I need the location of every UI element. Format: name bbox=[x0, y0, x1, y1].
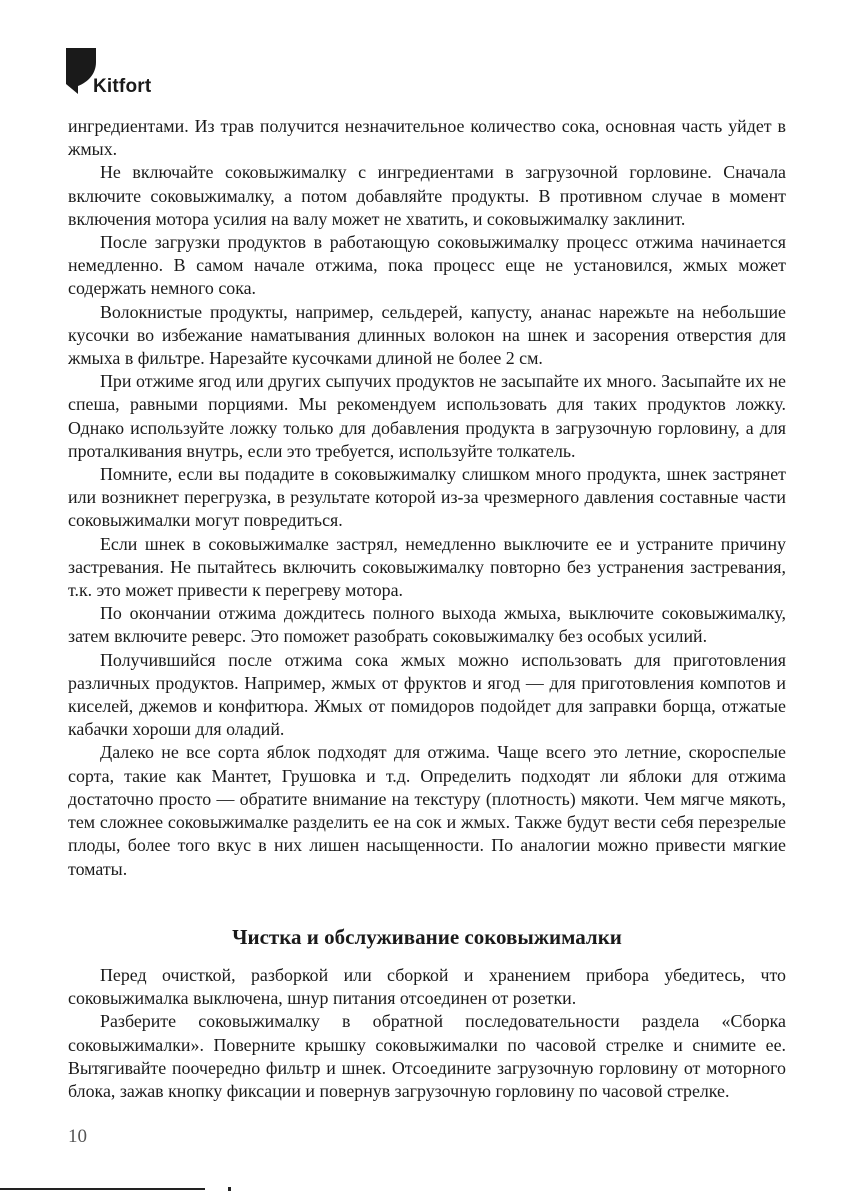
section-text bbox=[68, 964, 786, 1103]
paragraph: Получившийся после отжима сока жмых можно использовать для приготовления различных продуктов. Например, жмых от фруктов и ягод — для приготовления компотов и киселей, джемов и конфитюра. Жмых от помидоров подойдет для заправки борща, отжатые кабачки хороши для оладий. bbox=[68, 649, 786, 740]
paragraph: Не включайте соковыжималку с ингредиентами в загрузочной горловине. Сначала включите соковыжималку, а потом добавляйте продукты. В противном случае в момент включения мотора усилия на валу может не хватить, и соковыжималку заклинит. bbox=[68, 162, 786, 229]
section-heading: Чистка и обслуживание соковыжималки bbox=[232, 925, 622, 949]
footer-rule bbox=[0, 1188, 205, 1190]
paragraph: После загрузки продуктов в работающую соковыжималку процесс отжима начинается немедленно. В самом начале отжима, пока процесс еще не установился, жмых может содержать немного сока. bbox=[68, 232, 786, 299]
main-text bbox=[68, 115, 786, 881]
paragraph: Разберите соковыжималку в обратной последовательности раздела «Сборка соковыжималки». Поверните крышку соковыжималки по часовой стрелке и снимите ее. Вытягивайте поочередно фильтр и шнек. Отсоедините загрузочную горловину от моторного блока, зажав кнопку фиксации и повернув загрузочную горловину по часовой стрелке. bbox=[68, 1011, 786, 1102]
paragraph: Волокнистые продукты, например, сельдерей, капусту, ананас нарежьте на небольшие кусочки во избежание наматывания длинных волокон на шнек и засорения отверстия для жмыха в фильтре. Нарезайте кусочками длиной не более 2 см. bbox=[68, 301, 786, 369]
paragraph: Далеко не все сорта яблок подходят для отжима. Чаще всего это летние, скороспелые сорта, такие как Мантет, Грушовка и т.д. Определить подходят ли яблоки для отжима достаточно просто — обратите внимание на текстуру (плотность) мякоти. Чем мягче мякоть, тем сложнее соковыжималке разделить ее на сок и жмых. Также будут вести себя перезрелые плоды, более того вкус в них лишен насыщенности. По аналогии можно привести мягкие томаты. bbox=[68, 742, 786, 879]
paragraph: Перед очисткой, разборкой или сборкой и хранением прибора убедитесь, что соковыжималка выключена, шнур питания отсоединен от розетки. bbox=[68, 965, 786, 1009]
brand-name: Kitfort bbox=[93, 76, 152, 97]
paragraph: Если шнек в соковыжималке застрял, немедленно выключите ее и устраните причину застревания. Не пытайтесь включить соковыжималку повторно без устранения застревания, т.к. это может привести к перегреву мотора. bbox=[68, 533, 786, 601]
paragraph: По окончании отжима дождитесь полного выхода жмыха, выключите соковыжималку, затем включите реверс. Это поможет разобрать соковыжималку без особых усилий. bbox=[68, 603, 786, 647]
paragraph: Помните, если вы подадите в соковыжималку слишком много продукта, шнек застрянет или возникнет перегрузка, в результате которой из-за чрезмерного давления составные части соковыжималки могут повредиться. bbox=[68, 464, 786, 531]
footer-mark bbox=[228, 1187, 231, 1191]
page-number: 10 bbox=[68, 1126, 87, 1147]
paragraph: ингредиентами. Из трав получится незначительное количество сока, основная часть уйдет в жмых. bbox=[68, 116, 786, 160]
kitfort-logo-mark-icon bbox=[66, 48, 96, 94]
brand-logo bbox=[66, 48, 186, 96]
paragraph: При отжиме ягод или других сыпучих продуктов не засыпайте их много. Засыпайте их не спеша, равными порциями. Мы рекомендуем использовать для таких продуктов ложку. Однако используйте ложку только для добавления продукта в загрузочную горловину, а для проталкивания внутрь, если это требуется, используйте толкатель. bbox=[68, 371, 786, 461]
